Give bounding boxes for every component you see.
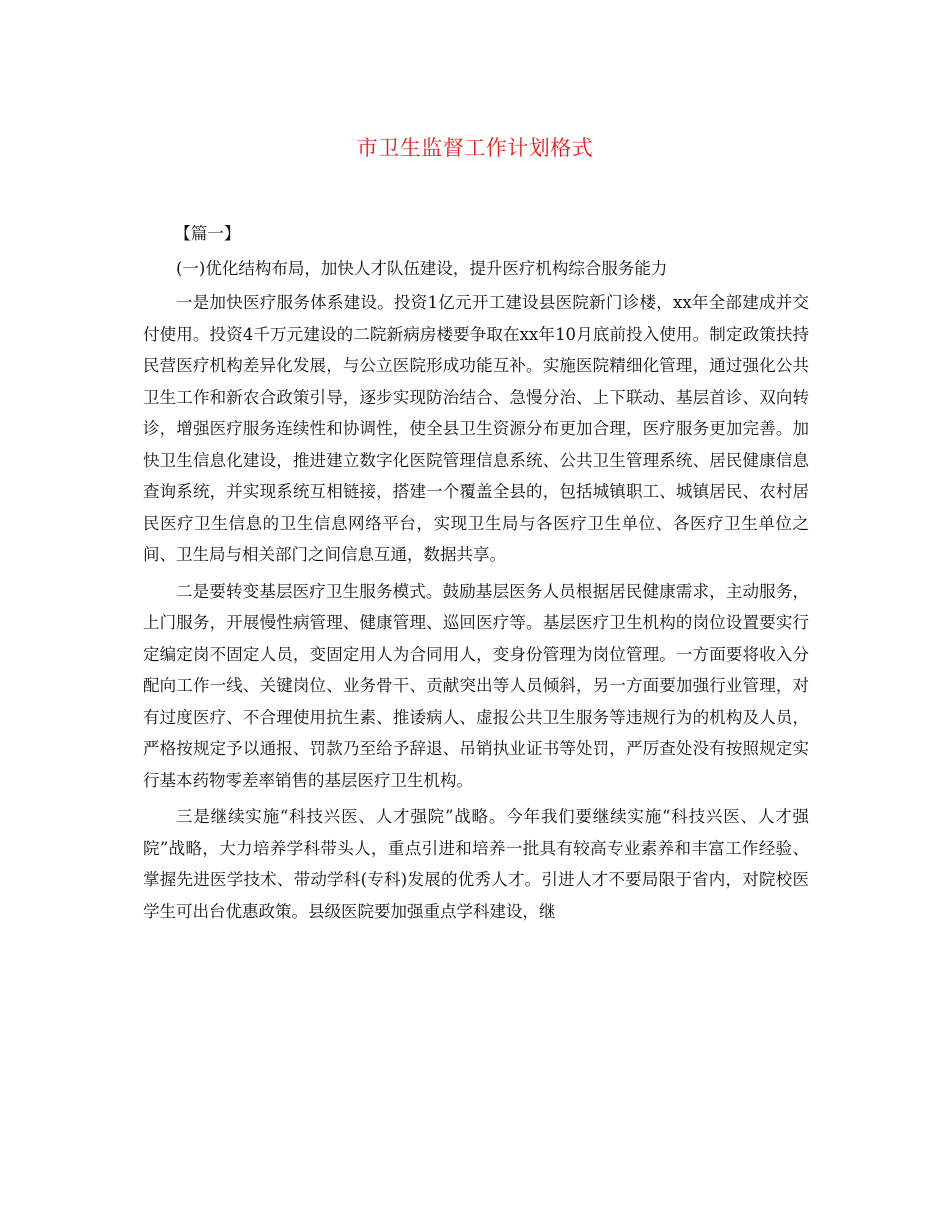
body-paragraph-3: 三是继续实施“科技兴医、人才强院”战略。今年我们要继续实施“科技兴医、人才强院”战略，大力培养学科带头人，重点引进和培养一批具有较高专业素养和丰富工作经验、掌握先进医学技术、带动学科(专科)发展的优秀人才。引进人才不要局限于省内，对院校医学生可出台优惠政策。县级医院要加强重点学科建设，继 [143, 807, 809, 921]
section-label: 【篇一】 [174, 224, 241, 243]
document-body [143, 218, 809, 932]
section-subheading: (一)优化结构布局，加快人才队伍建设，提升医疗机构综合服务能力 [176, 258, 668, 278]
document-title: 市卫生监督工作计划格式 [356, 136, 594, 160]
body-paragraph-2: 二是要转变基层医疗卫生服务模式。鼓励基层医务人员根据居民健康需求，主动服务，上门服务，开展慢性病管理、健康管理、巡回医疗等。基层医疗卫生机构的岗位设置要实行定编定岗不固定人员，变固定用人为合同用人，变身份管理为岗位管理。一方面要将收入分配向工作一线、关键岗位、业务骨干、贡献突出等人员倾斜，另一方面要加强行业管理，对有过度医疗、不合理使用抗生素、推诿病人、虚报公共卫生服务等违规行为的机构及人员，严格按规定予以通报、罚款乃至给予辞退、吊销执业证书等处罚，严厉查处没有按照规定实行基本药物零差率销售的基层医疗卫生机构。 [143, 581, 809, 790]
body-paragraph-1: 一是加快医疗服务体系建设。投资1亿元开工建设县医院新门诊楼，xx年全部建成并交付使用。投资4千万元建设的二院新病房楼要争取在xx年10月底前投入使用。制定政策扶持民营医疗机构差异化发展，与公立医院形成功能互补。实施医院精细化管理，通过强化公共卫生工作和新农合政策引导，逐步实现防治结合、急慢分治、上下联动、基层首诊、双向转诊，增强医疗服务连续性和协调性，使全县卫生资源分布更加合理，医疗服务更加完善。加快卫生信息化建设，推进建立数字化医院管理信息系统、公共卫生管理系统、居民健康信息查询系统，并实现系统互相链接，搭建一个覆盖全县的，包括城镇职工、城镇居民、农村居民医疗卫生信息的卫生信息网络平台，实现卫生局与各医疗卫生单位、各医疗卫生单位之间、卫生局与相关部门之间信息互通，数据共享。 [143, 293, 809, 564]
